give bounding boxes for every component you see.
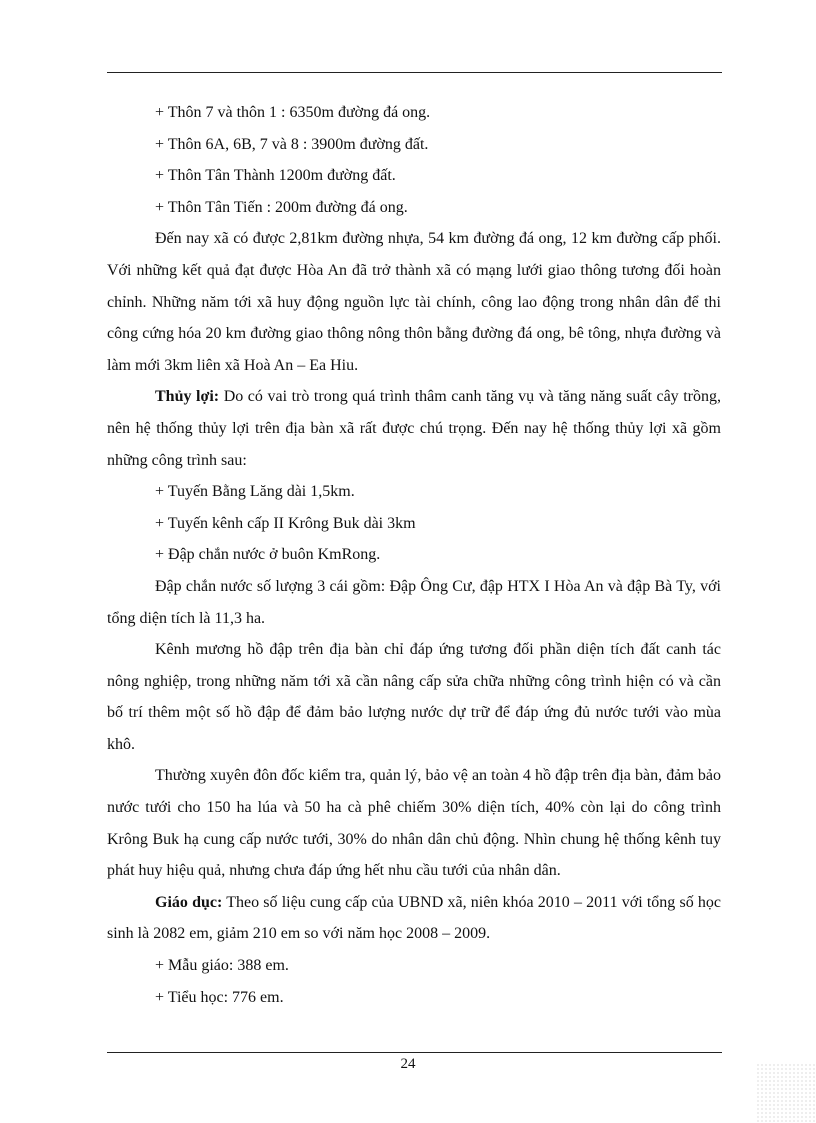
paragraph	[107, 571, 721, 634]
bullet-item	[107, 129, 721, 161]
bullet-text: + Tuyến kênh cấp II Krông Buk dài 3km	[155, 514, 416, 532]
bullet-text: + Tiểu học: 776 em.	[155, 988, 284, 1006]
bullet-text: + Thôn 7 và thôn 1 : 6350m đường đá ong.	[155, 104, 431, 121]
paragraph	[107, 223, 721, 381]
document-body	[107, 97, 721, 1013]
paragraph	[107, 887, 721, 950]
bullet-text: + Mẫu giáo: 388 em.	[155, 957, 289, 975]
bullet-item	[107, 508, 721, 540]
paragraph-text: Đập chắn nước số lượng 3 cái gồm: Đập Ông Cư, đập HTX I Hòa An và đập Bà Ty, với tổng diện tích là 11,3 ha.	[107, 577, 721, 627]
bullet-text: + Thôn Tân Tiến : 200m đường đá ong.	[155, 198, 408, 216]
section-heading: Thủy lợi:	[155, 388, 220, 406]
page-number: 24	[400, 1056, 416, 1072]
paragraph-text: Kênh mương hồ đập trên địa bàn chỉ đáp ứng tương đối phần diện tích đất canh tác nông nghiệp, trong những năm tới xã cần nâng cấp sửa chữa những công trình hiện có và cần bố trí thêm một số hồ đập để đảm bảo lượng nước dự trữ để đáp ứng đủ nước tưới vào mùa khô.	[107, 641, 721, 753]
bullet-text: + Tuyến Bằng Lăng dài 1,5km.	[155, 483, 355, 501]
paragraph	[107, 634, 721, 760]
bullet-text: + Đập chắn nước ở buôn KmRong.	[155, 546, 381, 564]
bullet-text: + Thôn 6A, 6B, 7 và 8 : 3900m đường đất.	[155, 135, 429, 153]
bullet-item	[107, 982, 721, 1014]
paragraph	[107, 381, 721, 476]
paragraph-text: Theo số liệu cung cấp của UBND xã, niên khóa 2010 – 2011 với tổng số học sinh là 2082 em, giảm 210 em so với năm học 2008 – 2009.	[107, 893, 721, 943]
paragraph-text: Đến nay xã có được 2,81km đường nhựa, 54 km đường đá ong, 12 km đường cấp phối. Với những kết quả đạt được Hòa An đã trở thành xã có mạng lưới giao thông tương đối hoàn chỉnh. Những năm tới xã huy động nguồn lực tài chính, công lao động trong nhân dân để thi công cứng hóa 20 km đường giao thông nông thôn bằng đường đá ong, bê tông, nhựa đường và làm mới 3km liên xã Hoà An – Ea Hiu.	[107, 230, 721, 374]
bullet-item	[107, 160, 721, 192]
bullet-text: + Thôn Tân Thành 1200m đường đất.	[155, 167, 396, 185]
bullet-item	[107, 192, 721, 224]
paragraph-text: Thường xuyên đôn đốc kiểm tra, quản lý, bảo vệ an toàn 4 hồ đập trên địa bàn, đảm bảo nước tưới cho 150 ha lúa và 50 ha cà phê chiếm 30% diện tích, 40% còn lại do công trình Krông Buk hạ cung cấp nước tưới, 30% do nhân dân chủ động. Nhìn chung hệ thống kênh tuy phát huy hiệu quả, nhưng chưa đáp ứng hết nhu cầu tưới của nhân dân.	[107, 767, 721, 880]
header-rule	[107, 72, 722, 73]
section-heading: Giáo dục:	[155, 893, 223, 911]
paragraph	[107, 760, 721, 886]
bullet-item	[107, 97, 721, 129]
bullet-item	[107, 539, 721, 571]
corner-watermark	[756, 1063, 816, 1123]
bullet-item	[107, 476, 721, 508]
bullet-item	[107, 950, 721, 982]
paragraph-text: Do có vai trò trong quá trình thâm canh tăng vụ và tăng năng suất cây trồng, nên hệ thống thủy lợi trên địa bàn xã rất được chú trọng. Đến nay hệ thống thủy lợi xã gồm những công trình sau:	[107, 388, 722, 469]
